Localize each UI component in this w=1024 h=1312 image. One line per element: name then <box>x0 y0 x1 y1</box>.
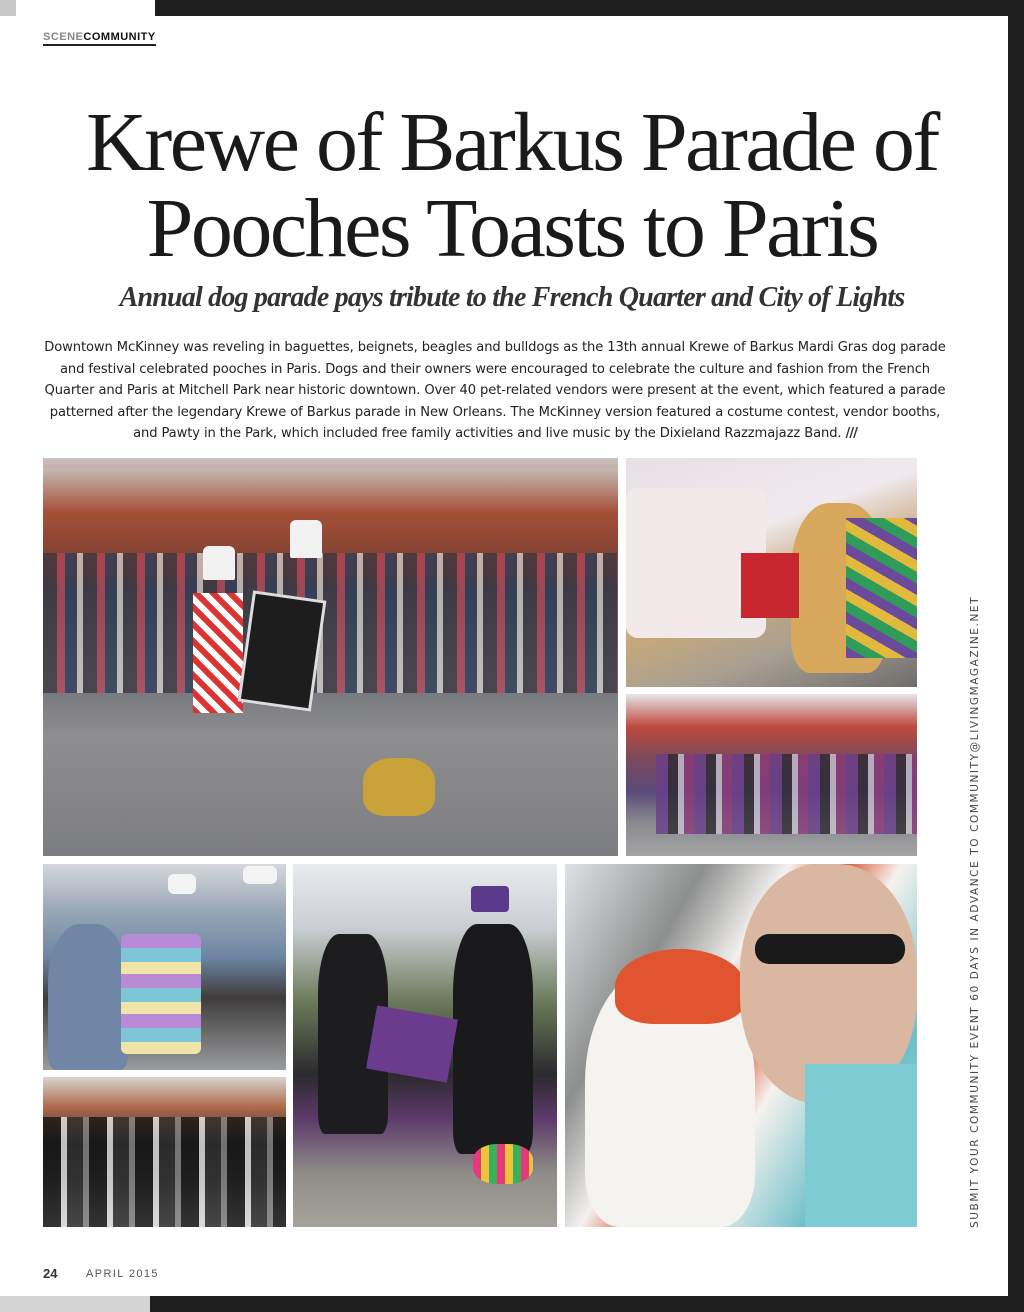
apron-shape <box>193 593 243 713</box>
chef-hat-shape <box>168 874 196 894</box>
crowd-shape <box>43 553 618 693</box>
photo-parade-street <box>43 458 618 856</box>
sunglasses-shape <box>755 934 905 964</box>
photo-costumed-owners <box>293 864 557 1227</box>
issue-date: APRIL 2015 <box>86 1268 159 1280</box>
mardi-gras-cape-shape <box>846 518 917 658</box>
end-mark: /// <box>845 426 857 441</box>
chef-hat-shape <box>290 520 322 558</box>
photo-girl-with-dog <box>565 864 917 1227</box>
photo-parade-crowd <box>626 694 917 856</box>
section-label <box>43 31 156 46</box>
owner-shape <box>453 924 533 1154</box>
article-body-text: Downtown McKinney was reveling in baguettes, beignets, beagles and bulldogs as the 13th annual Krewe of Barkus Mardi Gras dog parade and festival celebrated pooches in Paris. Dogs and their owners were encouraged to celebrate the culture and fashion from the French Quarter and Paris at Mitchell Park near historic downtown. Over 40 pet-related vendors were present at the event, which featured a parade patterned after the legendary Krewe of Barkus parade in New Orleans. The McKinney version featured a costume contest, vendor booths, and Pawty in the Park, which included free family activities and live music by the Dixieland Razzmajazz Band. <box>44 340 946 441</box>
frame-corner-bottom <box>0 1296 150 1312</box>
chef-hat-shape <box>203 546 235 580</box>
submit-event-note: SUBMIT YOUR COMMUNITY EVENT 60 DAYS IN ADVANCE TO COMMUNITY@LIVINGMAGAZINE.NET <box>969 595 981 1228</box>
gown-shape <box>48 924 128 1070</box>
headline: Krewe of Barkus Parade of Pooches Toasts to Paris <box>86 96 938 275</box>
tutu-shape <box>473 1144 533 1184</box>
frame-bottom <box>150 1296 1024 1312</box>
article-body <box>40 337 950 445</box>
photo-marie-antoinette-cake <box>43 864 286 1070</box>
section-scene: SCENE <box>43 31 84 43</box>
chalkboard-sign-shape <box>238 590 327 711</box>
crowd-shape <box>656 754 917 834</box>
photo-dog-wagon <box>626 458 917 687</box>
chef-hat-shape <box>243 866 277 884</box>
frame-corner <box>0 0 16 16</box>
purple-hat-shape <box>471 886 509 912</box>
cake-shape <box>121 934 201 1054</box>
beret-shape <box>615 949 745 1024</box>
frame-top <box>155 0 1024 16</box>
subhead: Annual dog parade pays tribute to the French Quarter and City of Lights <box>119 282 905 313</box>
teal-jacket-shape <box>805 1064 917 1227</box>
band-members-shape <box>43 1117 286 1227</box>
section-community: COMMUNITY <box>83 31 156 43</box>
frame-right <box>1008 0 1024 1312</box>
gift-bag-shape <box>741 553 799 618</box>
dog-costume-shape <box>363 758 435 816</box>
photo-dixieland-band <box>43 1077 286 1227</box>
page-number: 24 <box>43 1266 58 1281</box>
